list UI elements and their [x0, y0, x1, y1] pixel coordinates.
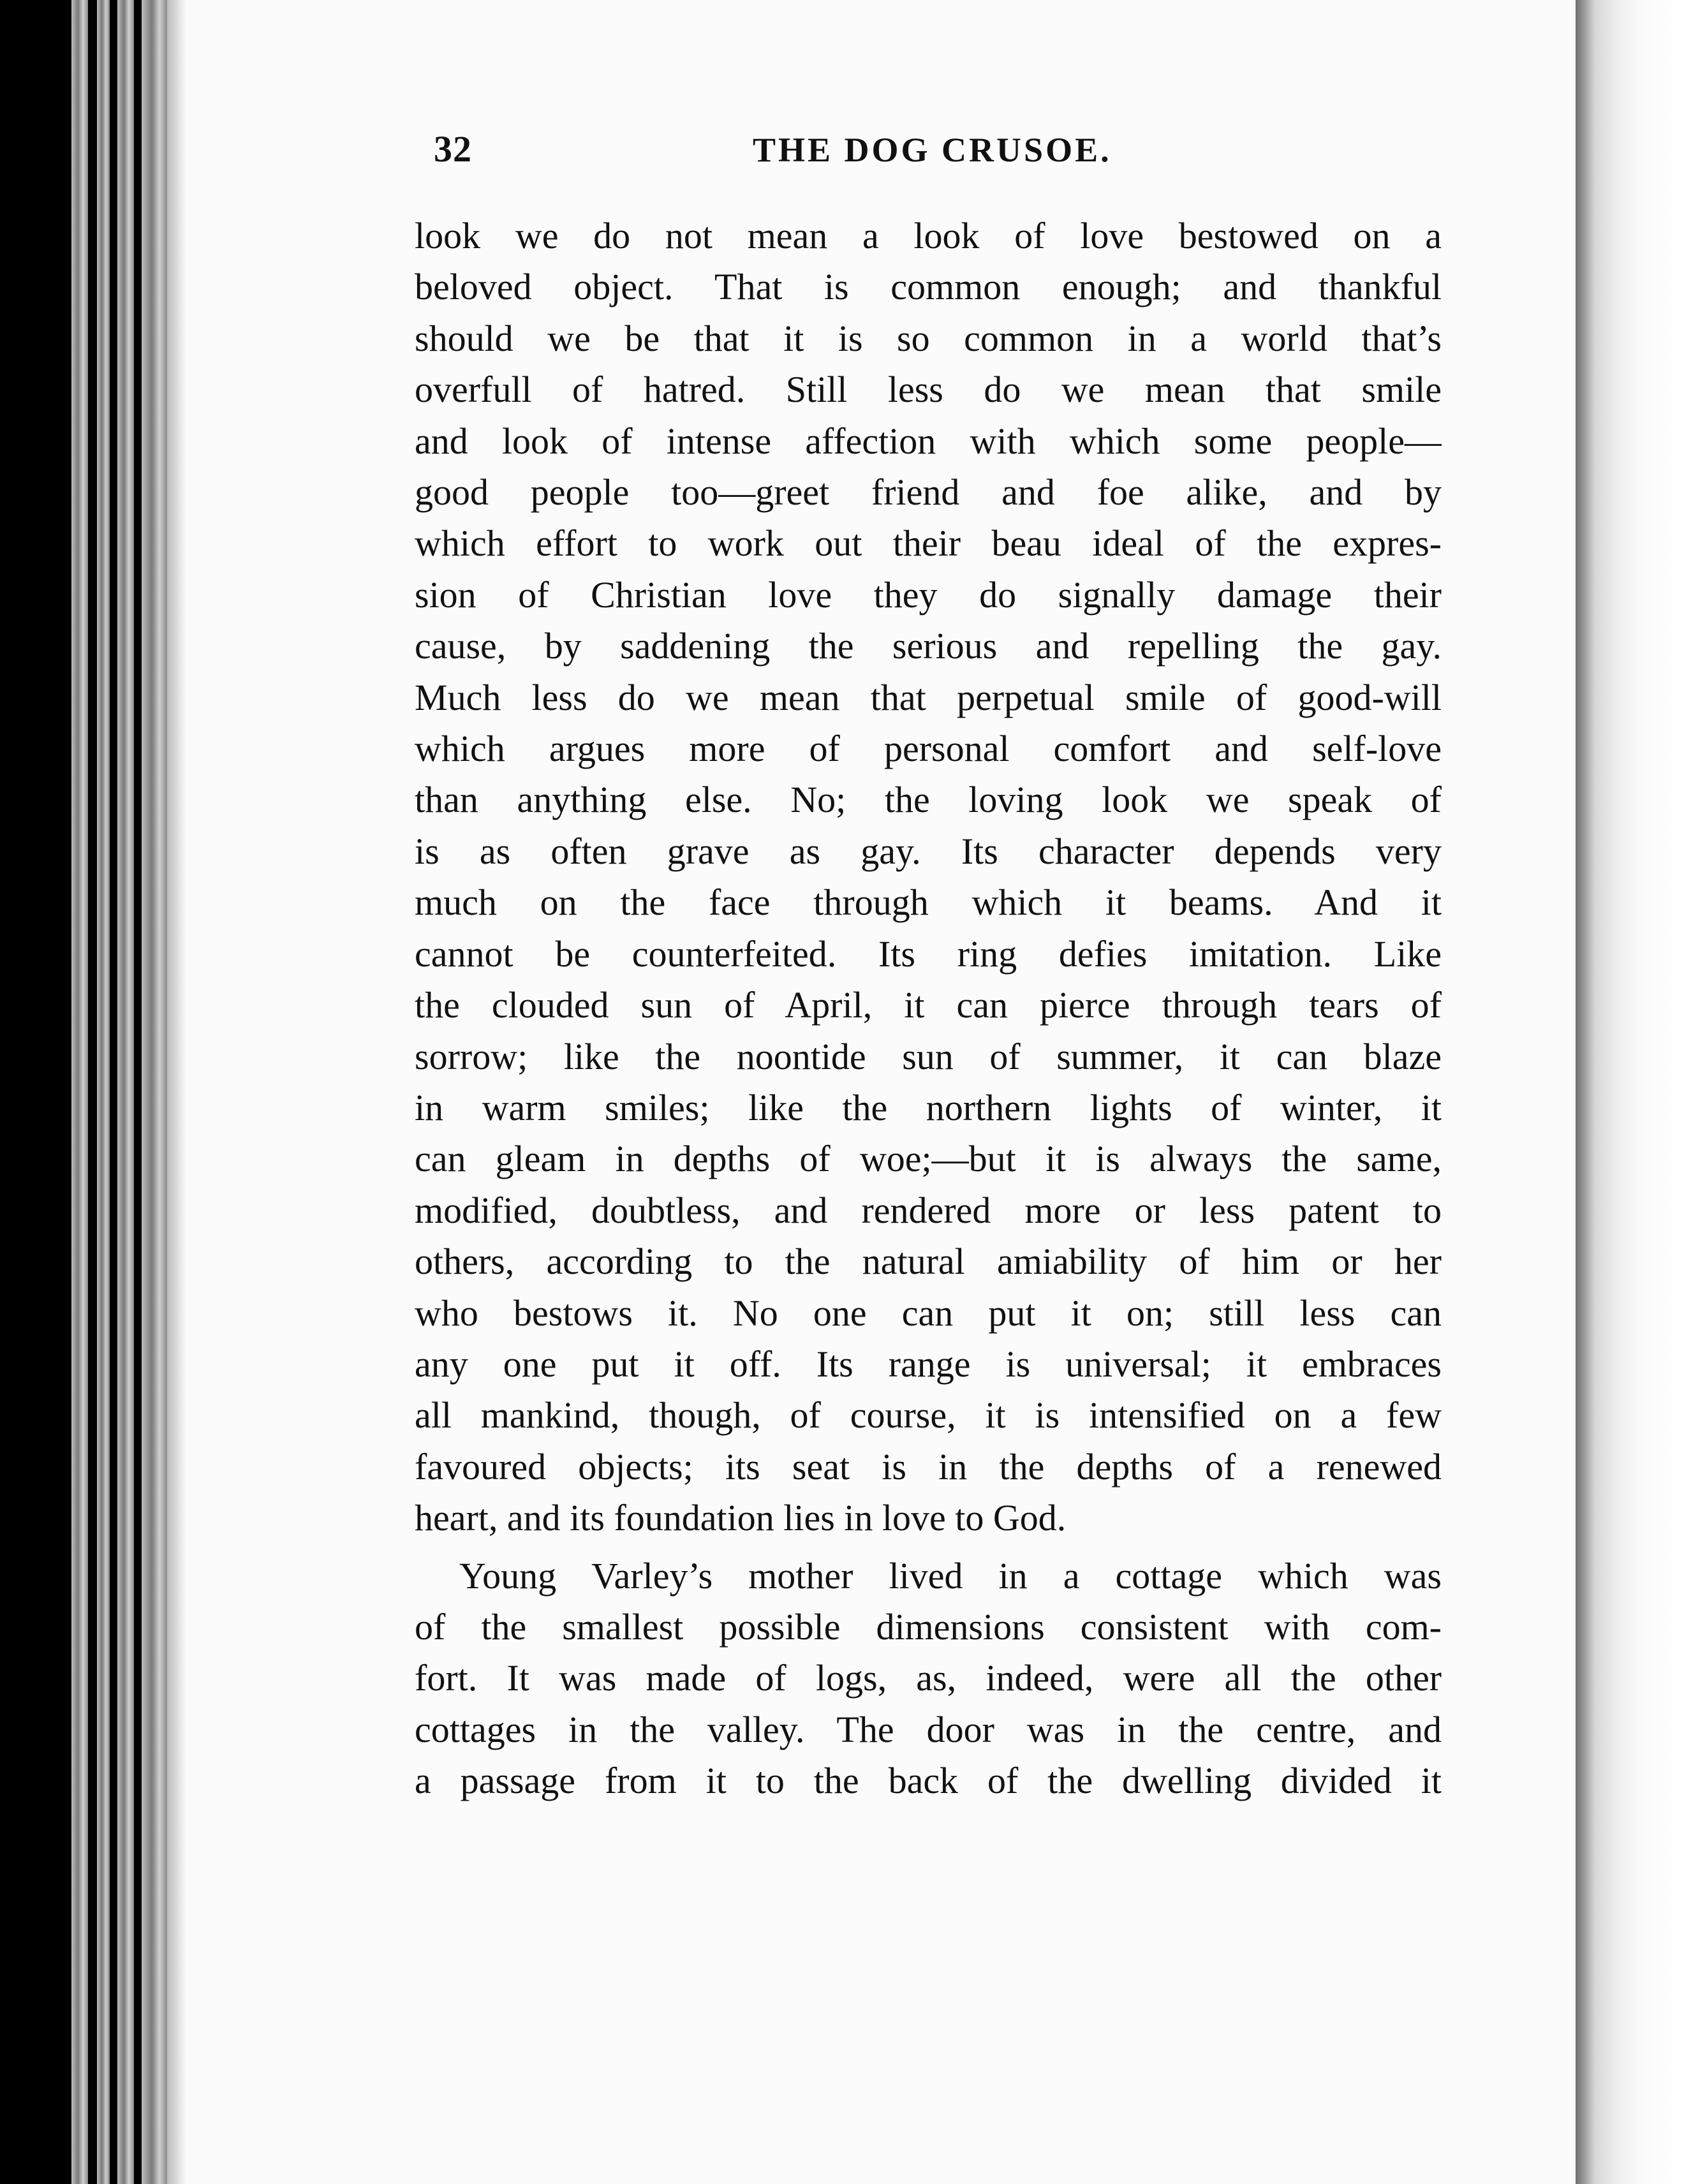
text-line: and look of intense affection with which some people—	[415, 420, 1442, 462]
text-line: which argues more of personal comfort and self-love	[415, 728, 1442, 770]
running-title: THE DOG CRUSOE.	[753, 131, 1112, 169]
text-line: can gleam in depths of woe;—but it is always the same,	[415, 1138, 1442, 1180]
text-line: should we be that it is so common in a world that’s	[415, 317, 1442, 359]
text-line: heart, and its foundation lies in love to God.	[415, 1497, 1067, 1539]
text-line: overfull of hatred. Still less do we mean that smile	[415, 369, 1442, 411]
left-page-edges	[71, 0, 180, 2184]
text-line: a passage from it to the back of the dwelling divided it	[415, 1760, 1442, 1802]
body-text	[415, 210, 1442, 1807]
text-line: than anything else. No; the loving look we speak of	[415, 779, 1442, 821]
text-line: sorrow; like the noontide sun of summer, it can blaze	[415, 1035, 1442, 1077]
text-line: which effort to work out their beau ideal of the expres-	[415, 522, 1442, 564]
text-line: Young Varley’s mother lived in a cottage which was	[459, 1554, 1442, 1597]
text-line: others, according to the natural amiability of him or her	[415, 1241, 1442, 1283]
text-line: cause, by saddening the serious and repelling the gay.	[415, 625, 1442, 667]
page-number: 32	[434, 128, 472, 170]
text-line: the clouded sun of April, it can pierce through tears of	[415, 984, 1442, 1026]
paragraph-2	[415, 1551, 1442, 1807]
text-line: cottages in the valley. The door was in the centre, and	[415, 1708, 1442, 1750]
text-line: modified, doubtless, and rendered more or less patent to	[415, 1189, 1442, 1231]
right-page-edge	[1576, 0, 1684, 2184]
text-line: all mankind, though, of course, it is intensified on a few	[415, 1394, 1442, 1436]
text-line: much on the face through which it beams. And it	[415, 882, 1442, 924]
text-line: of the smallest possible dimensions consistent with com-	[415, 1605, 1442, 1648]
text-line: is as often grave as gay. Its character depends very	[415, 830, 1442, 872]
running-head	[434, 128, 1429, 185]
text-line: favoured objects; its seat is in the depths of a renewed	[415, 1445, 1442, 1487]
text-line: fort. It was made of logs, as, indeed, were all the other	[415, 1657, 1442, 1699]
text-line: cannot be counterfeited. Its ring defies imitation. Like	[415, 933, 1442, 975]
text-line: sion of Christian love they do signally damage their	[415, 573, 1442, 616]
page-gutter-shadow	[167, 0, 186, 2184]
text-line: any one put it off. Its range is universal; it embraces	[415, 1343, 1442, 1385]
text-line: who bestows it. No one can put it on; still less can	[415, 1292, 1442, 1334]
text-line: look we do not mean a look of love bestowed on a	[415, 215, 1442, 256]
text-line: beloved object. That is common enough; and thankful	[415, 266, 1442, 308]
paragraph-1	[415, 210, 1442, 1544]
text-line: Much less do we mean that perpetual smile of good-will	[415, 676, 1442, 718]
text-line: in warm smiles; like the northern lights of winter, it	[415, 1086, 1442, 1128]
text-line: good people too—greet friend and foe alike, and by	[415, 471, 1442, 513]
